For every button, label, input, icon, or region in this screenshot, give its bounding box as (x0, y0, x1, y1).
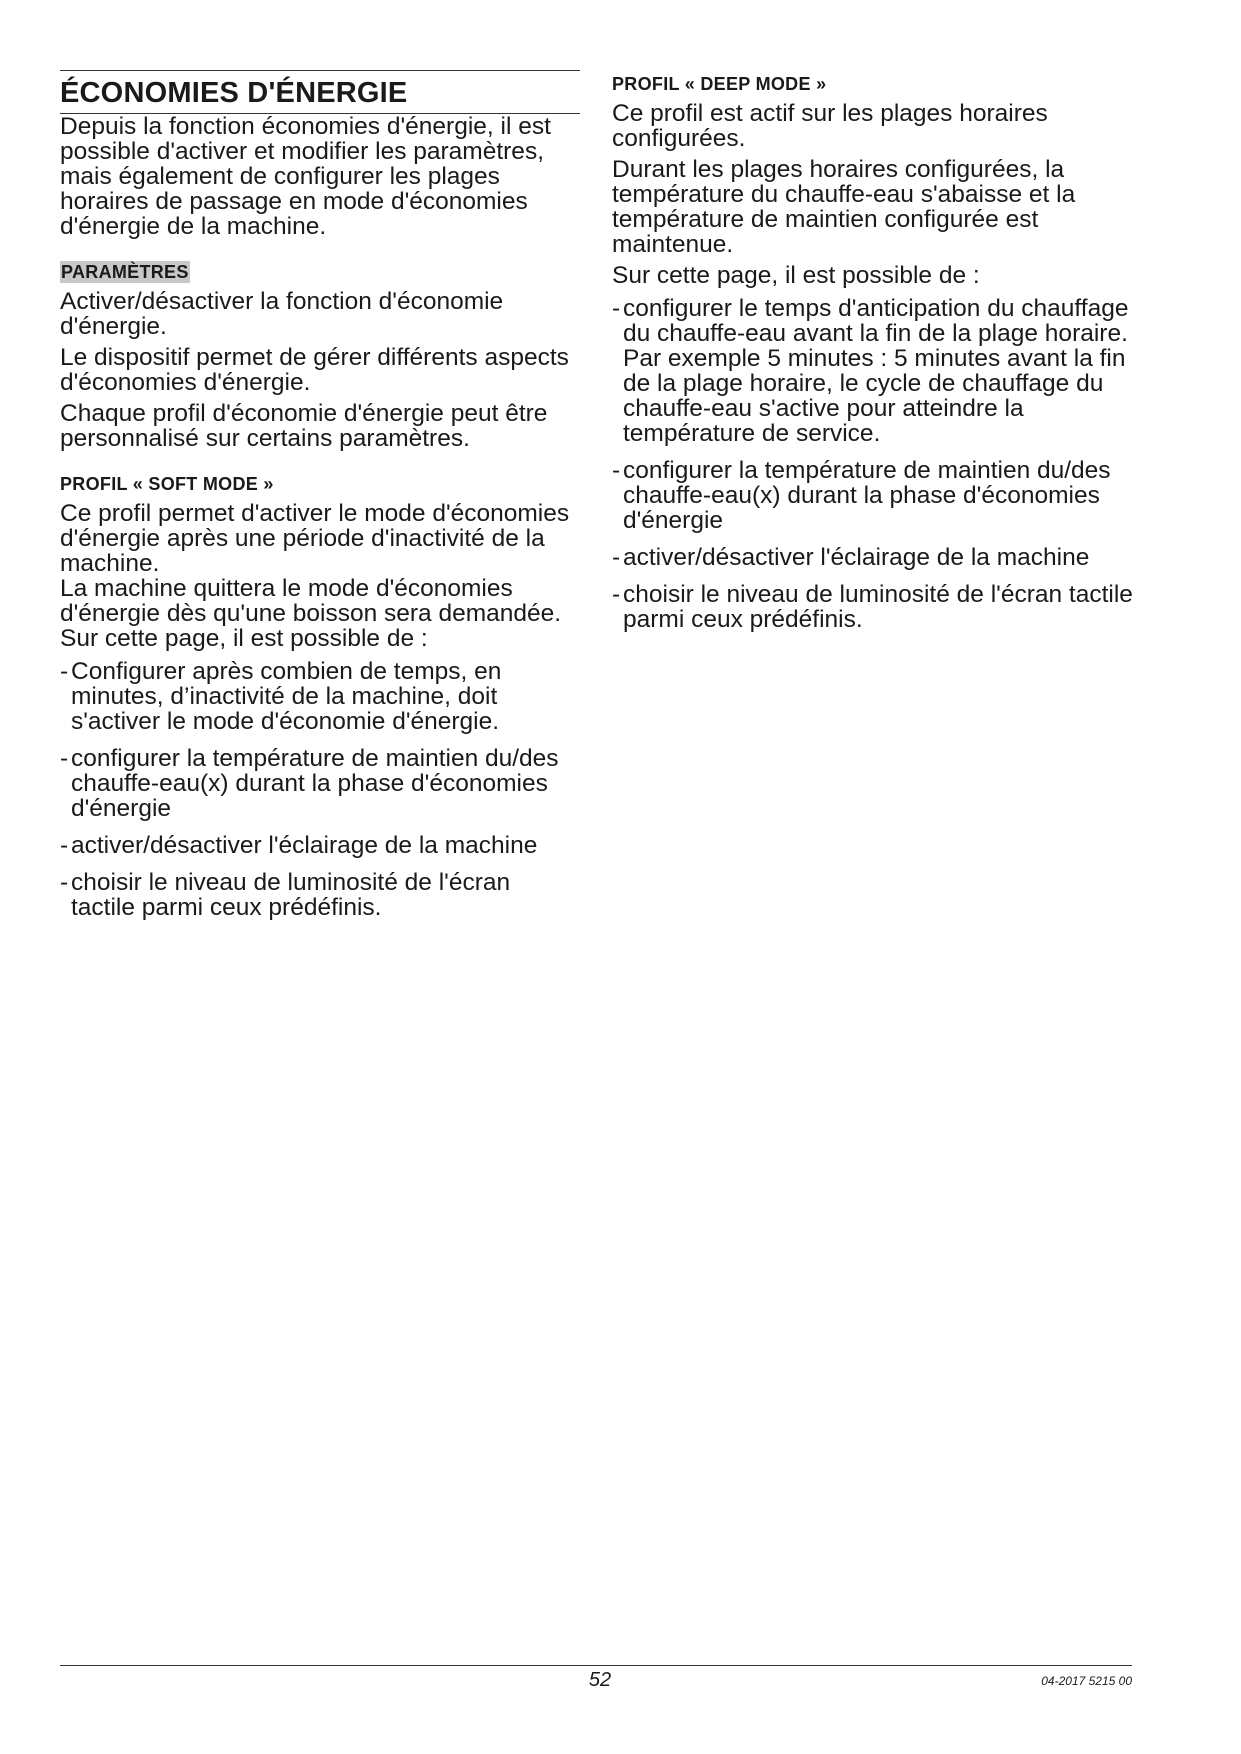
page-title: ÉCONOMIES D'ÉNERGIE (60, 75, 580, 114)
intro-paragraph: Depuis la fonction économies d'énergie, il est possible d'activer et modifier les paramètres, mais également de configurer les plages horaires de passage en mode d'économies d'énergie de la machine. (60, 113, 551, 240)
list-item-text: activer/désactiver l'éclairage de la machine (71, 832, 538, 859)
soft-mode-paragraph: Ce profil permet d'activer le mode d'économies d'énergie après une période d'inactivité de la machine. (60, 500, 570, 577)
soft-mode-paragraph: La machine quittera le mode d'économies d'énergie dès qu'une boisson sera demandée. (60, 575, 562, 627)
list-item (60, 659, 580, 734)
list-item-text: configurer la température de maintien du/des chauffe-eau(x) durant la phase d'économies d'énergie (71, 745, 559, 822)
page-number: 52 (588, 1669, 612, 1691)
dash-bullet: - (60, 658, 69, 685)
left-column (60, 70, 580, 920)
list-item-example: Par exemple 5 minutes : 5 minutes avant la fin de la plage horaire, le cycle de chauffage du chauffe-eau s'active pour atteindre la température de service. (623, 345, 1126, 447)
deep-mode-list-intro: Sur cette page, il est possible de : (612, 262, 980, 289)
soft-mode-list-intro: Sur cette page, il est possible de : (60, 625, 428, 652)
list-item (60, 833, 580, 858)
parametres-paragraph: Activer/désactiver la fonction d'économie d'énergie. (60, 288, 504, 340)
list-item-text: configurer le temps d'anticipation du chauffage du chauffe-eau avant la fin de la plage horaire. (623, 295, 1129, 347)
list-item (612, 296, 1142, 446)
title-top-rule (60, 70, 580, 71)
section-heading-soft-mode: PROFIL « SOFT MODE » (60, 474, 274, 494)
dash-bullet: - (612, 544, 621, 571)
dash-bullet: - (612, 295, 621, 322)
section-deep-mode (612, 70, 1142, 632)
dash-bullet: - (612, 581, 621, 608)
list-item (60, 746, 580, 821)
list-item-text: configurer la température de maintien du/des chauffe-eau(x) durant la phase d'économies d'énergie (623, 457, 1111, 534)
list-item-text: activer/désactiver l'éclairage de la machine (623, 544, 1090, 571)
parametres-paragraph: Le dispositif permet de gérer différents aspects d'économies d'énergie. (60, 344, 569, 396)
deep-mode-paragraph: Ce profil est actif sur les plages horaires configurées. (612, 100, 1048, 152)
right-column (612, 70, 1142, 632)
list-item (612, 545, 1142, 570)
parametres-paragraph: Chaque profil d'économie d'énergie peut être personnalisé sur certains paramètres. (60, 400, 548, 452)
deep-mode-options-list (612, 296, 1142, 632)
list-item-text: choisir le niveau de luminosité de l'écran tactile parmi ceux prédéfinis. (623, 581, 1133, 633)
deep-mode-paragraph: Durant les plages horaires configurées, la température du chauffe-eau s'abaisse et la température de maintien configurée est maintenue. (612, 156, 1076, 258)
section-heading-parametres: PARAMÈTRES (61, 262, 189, 282)
list-item-text: choisir le niveau de luminosité de l'écran tactile parmi ceux prédéfinis. (71, 869, 511, 921)
list-item-text: Configurer après combien de temps, en minutes, d’inactivité de la machine, doit s'activer le mode d'économie d'énergie. (71, 658, 502, 735)
soft-mode-options-list (60, 659, 580, 920)
footer-rule (60, 1665, 1132, 1666)
section-soft-mode (60, 451, 580, 920)
soft-mode-description (60, 501, 580, 626)
section-parametres (60, 239, 580, 451)
list-item (612, 582, 1142, 632)
list-item (612, 458, 1142, 533)
section-heading-deep-mode: PROFIL « DEEP MODE » (612, 74, 827, 94)
list-item (60, 870, 580, 920)
dash-bullet: - (60, 745, 69, 772)
dash-bullet: - (60, 832, 69, 859)
dash-bullet: - (60, 869, 69, 896)
document-code: 04-2017 5215 00 (1041, 1674, 1132, 1688)
dash-bullet: - (612, 457, 621, 484)
